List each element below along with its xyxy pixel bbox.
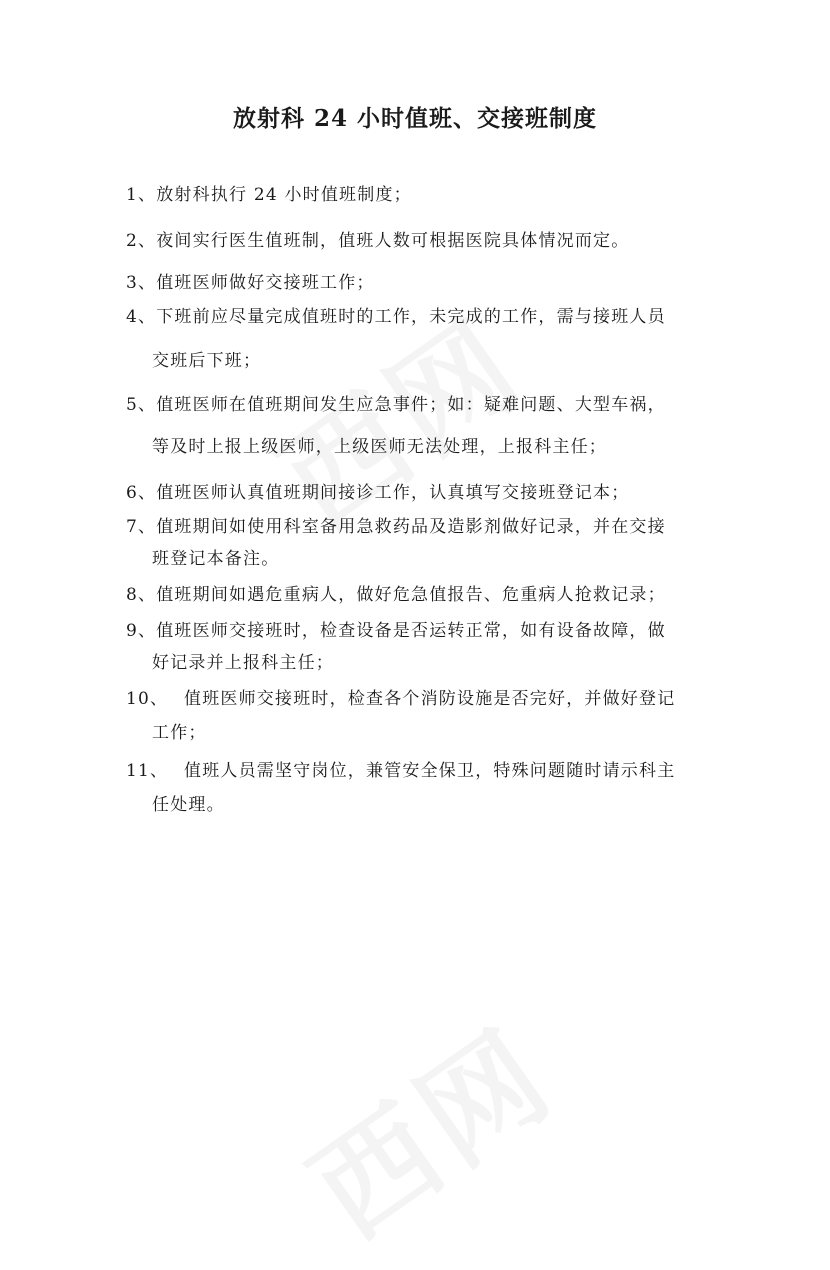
item-text: 值班医师交接班时，检查各个消防设施是否完好，并做好登记	[184, 689, 676, 709]
item-number: 6、	[126, 483, 157, 503]
item-number: 7、	[126, 517, 157, 537]
item-text: 值班期间如使用科室备用急救药品及造影剂做好记录，并在交接	[156, 517, 666, 537]
item-text: 放射科执行 24 小时值班制度；	[156, 185, 412, 205]
item-number: 10、	[126, 689, 169, 709]
item-text-continuation: 班登记本备注。	[152, 549, 280, 569]
list-item	[126, 580, 710, 605]
item-number: 11、	[126, 761, 169, 781]
item-number: 3、	[126, 273, 157, 293]
document-title: 放射科 24 小时值班、交接班制度	[232, 105, 598, 132]
item-text: 值班医师认真值班期间接诊工作，认真填写交接班登记本；	[156, 483, 630, 503]
item-text: 值班医师做好交接班工作；	[156, 273, 375, 293]
item-number: 8、	[126, 585, 157, 605]
list-item	[126, 226, 710, 251]
list-item	[126, 390, 710, 415]
item-text-continuation: 等及时上报上级医师，上级医师无法处理，上报科主任；	[152, 437, 607, 457]
watermark	[274, 982, 582, 1270]
item-text: 值班人员需坚守岗位，兼管安全保卫，特殊问题随时请示科主	[184, 761, 676, 781]
item-text-continuation: 任处理。	[152, 795, 225, 815]
item-number: 5、	[126, 395, 157, 415]
list-item	[126, 180, 710, 205]
item-text: 值班医师交接班时，检查设备是否运转正常，如有设备故障，做	[156, 621, 666, 641]
list-item	[126, 302, 710, 327]
item-text-continuation: 好记录并上报科主任；	[152, 653, 334, 673]
item-number: 9、	[126, 621, 157, 641]
list-item	[126, 616, 710, 641]
list-item	[126, 478, 710, 503]
item-text: 夜间实行医生值班制，值班人数可根据医院具体情况而定。	[156, 231, 630, 251]
item-number: 2、	[126, 231, 157, 251]
list-item	[126, 684, 710, 709]
list-item	[126, 756, 710, 781]
item-text-continuation: 交班后下班；	[152, 351, 262, 371]
item-number: 4、	[126, 307, 157, 327]
item-number: 1、	[126, 185, 157, 205]
list-item	[126, 512, 710, 537]
item-text: 值班期间如遇危重病人，做好危急值报告、危重病人抢救记录；	[156, 585, 666, 605]
item-text: 下班前应尽量完成值班时的工作，未完成的工作，需与接班人员	[156, 307, 666, 327]
item-text: 值班医师在值班期间发生应急事件；如：疑难问题、大型车祸，	[156, 395, 666, 415]
item-text-continuation: 工作；	[152, 723, 207, 743]
list-item	[126, 268, 710, 293]
